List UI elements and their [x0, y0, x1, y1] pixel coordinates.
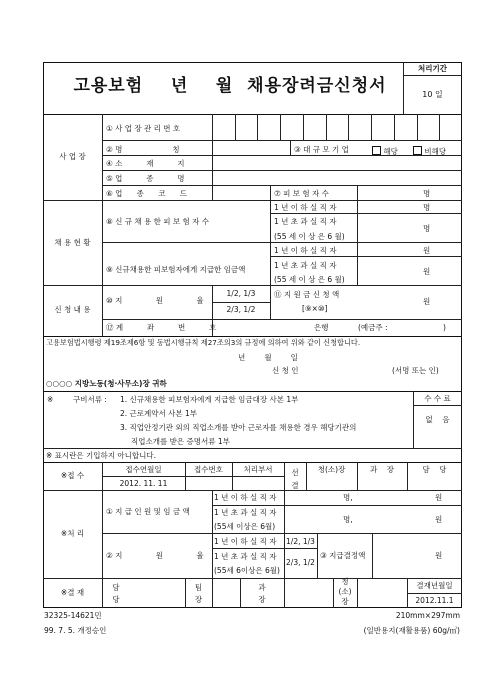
- divider: [43, 448, 462, 449]
- pre-decision-label: 선 결: [291, 468, 299, 490]
- unit-won: 원: [423, 246, 431, 255]
- divider: [357, 185, 358, 200]
- digit-box-divider: [417, 114, 418, 140]
- name-label: ② 명 칭: [106, 145, 180, 154]
- divider: [270, 256, 462, 257]
- paper-size: 210mm×297mm: [395, 611, 460, 620]
- processing-period-value: 10 일: [422, 90, 443, 99]
- amount-formula: [⑨×⑩]: [302, 304, 328, 313]
- divider: [212, 302, 270, 303]
- doc-item-2: 2. 근로계약서 사본 1부: [120, 409, 198, 418]
- divider: [102, 242, 462, 243]
- unit-won: 원: [435, 551, 443, 560]
- account-label: ⑫ 계 좌 번 호: [106, 323, 217, 332]
- under1-label: 1 년 이 하 실 직 자: [274, 246, 337, 255]
- divider: [102, 170, 462, 171]
- divider: [284, 505, 285, 533]
- digit-box-divider: [303, 114, 304, 140]
- age55-note: (55 세 이 상 은 6 월): [274, 232, 345, 241]
- bank-label: 은행: [314, 323, 329, 332]
- digit-box-divider: [348, 114, 349, 140]
- doc-item-3b: 직업소개를 받은 증명서류 1부: [131, 437, 230, 446]
- divider: [43, 285, 462, 286]
- recipient: ○○○○ 지방노동(청·사무소)장 귀하: [46, 379, 167, 388]
- age55-note: (55 세 이 상 은 6 월): [274, 275, 345, 284]
- divider: [317, 533, 318, 578]
- unit-won: 원: [435, 515, 443, 524]
- age55-note: (55세 이상은 6월): [214, 522, 276, 531]
- unit-won: 원: [435, 493, 443, 502]
- unit-won: 원: [423, 297, 431, 306]
- address-label: ④ 소 재 지: [106, 159, 185, 168]
- note-text: ※ 표시란은 기입하지 아니합니다.: [46, 451, 157, 460]
- digit-box-divider: [439, 114, 440, 140]
- divider: [290, 140, 291, 155]
- rate-label: ② 지 원 율: [106, 551, 204, 560]
- divider: [102, 476, 284, 477]
- under1-label: 1 년 이 하 실 직 자: [214, 493, 277, 502]
- divider: [102, 114, 103, 336]
- divider: [407, 593, 462, 594]
- people-won: 명,: [343, 515, 353, 524]
- holder-label: (예금주 :: [358, 323, 388, 332]
- docs-mark: ※: [47, 395, 54, 404]
- yes-label: 해당: [383, 147, 398, 156]
- digit-box-divider: [326, 114, 327, 140]
- divider: [43, 462, 462, 463]
- revision-approved: 99. 7. 5. 개정승인: [44, 626, 107, 635]
- sign-label: (서명 또는 인): [392, 366, 439, 375]
- approval-date-value: 2012.11.1: [415, 596, 454, 605]
- section-chief-label: 과 장: [369, 465, 395, 474]
- approval-label: ※결 재: [60, 588, 85, 597]
- unit-won: 원: [423, 267, 431, 276]
- receipt-no-label: 접수번호: [194, 465, 223, 474]
- holder-end: ): [443, 323, 446, 332]
- digit-box-divider: [280, 114, 281, 140]
- no-label: 비해당: [424, 147, 447, 156]
- workplace-label: 사 업 장: [59, 152, 86, 161]
- divider: [212, 578, 213, 608]
- divider: [284, 490, 285, 505]
- doc-item-1: 1. 신규채용한 피보험자에게 지급한 임금대장 사본 1부: [120, 395, 299, 404]
- approval-officer: 담 당: [112, 583, 120, 604]
- fee-label: 수 수 료: [424, 394, 451, 403]
- receipt-date-label: 접수연월일: [125, 465, 162, 474]
- rate-option-b: 2/3, 1/2: [286, 558, 315, 567]
- divider: [357, 578, 358, 608]
- mgmt-no-label: ① 사 업 장 관 리 번 호: [106, 124, 181, 133]
- divider: [43, 578, 462, 579]
- digit-box-divider: [257, 114, 258, 140]
- over1-label: 1 년 초 과 실 직 자: [214, 552, 277, 561]
- unit-people: 명: [423, 189, 431, 198]
- checkbox-yes[interactable]: [372, 146, 381, 155]
- industry-label: ⑤ 업 종 명: [106, 174, 185, 183]
- unit-people: 명: [423, 203, 431, 212]
- statement-date: 년 월 일: [238, 353, 298, 362]
- age55-note: (55세 6이상은 6월): [214, 566, 280, 575]
- divider: [43, 336, 462, 337]
- chief-label: 청(소)장: [317, 465, 346, 474]
- over1-label: 1 년 초 과 실 직 자: [274, 261, 337, 270]
- divider: [212, 114, 213, 200]
- rate-option-a: 1/2, 1/3: [286, 537, 315, 546]
- divider: [43, 114, 462, 115]
- divider: [102, 533, 462, 534]
- fee-value: 없 음: [425, 415, 450, 424]
- amount-label: ⑪ 지 원 금 신 청 액: [274, 290, 340, 299]
- approval-team-lead: 팀 장: [194, 583, 203, 604]
- new-hires-label: ⑧ 신 규 채 용 한 피 보 험 자 수: [106, 217, 210, 226]
- support-count-label: ① 지 급 인 원 및 임 금 액: [106, 507, 190, 516]
- over1-label: 1 년 초 과 실 직 자: [214, 508, 277, 517]
- divider: [270, 213, 462, 214]
- divider: [284, 578, 285, 608]
- divider: [43, 490, 462, 491]
- officer-label: 담 당: [422, 465, 447, 474]
- digit-box-divider: [235, 114, 236, 140]
- checkbox-no[interactable]: [413, 146, 422, 155]
- large-corp-label: ③ 대 규 모 기 업: [294, 145, 349, 154]
- divider: [212, 548, 317, 549]
- divider: [102, 155, 462, 156]
- processing-label: ※처 리: [60, 529, 85, 538]
- industry-code-label: ⑥ 업 종 코 드: [106, 189, 187, 198]
- paper-type: (일반용지(재활용품) 60g/㎡): [363, 626, 460, 635]
- hiring-label: 채 용 현 황: [54, 238, 91, 247]
- divider: [372, 533, 373, 578]
- rate-option-b: 2/3, 1/2: [226, 305, 256, 314]
- divider: [43, 391, 462, 392]
- form-title: 고용보험 년 월 채용장려금신청서: [73, 76, 387, 96]
- divider: [102, 140, 462, 141]
- doc-item-3: 3. 직업안정기관 외의 직업소개를 받아 근로자를 채용한 경우 해당기관의: [120, 423, 357, 432]
- digit-box-divider: [371, 114, 372, 140]
- approval-date-label: 결재년월일: [416, 581, 453, 590]
- decided-label: ③ 지급결정액: [320, 551, 366, 560]
- under1-label: 1 년 이 하 실 직 자: [214, 537, 277, 546]
- divider: [212, 505, 462, 506]
- over1-label: 1 년 초 과 실 직 자: [274, 217, 337, 226]
- divider: [43, 200, 462, 201]
- rate-option-a: 1/2, 1/3: [226, 289, 256, 298]
- approval-chief: 청 (소) 장: [338, 577, 352, 606]
- divider: [270, 185, 271, 200]
- form-code: 32325-14621민: [44, 611, 102, 620]
- under1-label: 1 년 이 하 실 직 자: [274, 203, 337, 212]
- wages-label: ⑨ 신규채용한 피보험자에게 지급한 임금액: [106, 265, 246, 274]
- receipt-label: ※접 수: [60, 471, 85, 480]
- unit-people: 명: [423, 224, 431, 233]
- people-won: 명,: [343, 493, 353, 502]
- divider: [413, 405, 462, 406]
- receipt-date-value: 2012. 11. 11: [119, 479, 168, 488]
- docs-label: 구비서류 :: [73, 395, 107, 404]
- rate-label: ⑩ 지 원 율: [106, 296, 204, 305]
- processing-period-label: 처리기간: [418, 64, 447, 73]
- application-label: 신 청 내 용: [54, 305, 91, 314]
- applicant-label: 신 청 인: [272, 366, 299, 375]
- divider: [212, 490, 213, 578]
- approval-section-chief: 과 장: [258, 583, 266, 604]
- divider: [270, 200, 271, 319]
- insured-count-label: ⑦ 피 보 험 자 수: [274, 189, 329, 198]
- receipt-dept-label: 처리부서: [243, 465, 273, 474]
- statement-text: 고용보험법시행령 제19조제6항 및 동법시행규칙 제27조의3의 규정에 의하여 위와 같이 신청합니다.: [46, 338, 361, 347]
- divider: [403, 75, 462, 76]
- divider: [102, 319, 462, 320]
- divider: [102, 185, 462, 186]
- digit-box-divider: [394, 114, 395, 140]
